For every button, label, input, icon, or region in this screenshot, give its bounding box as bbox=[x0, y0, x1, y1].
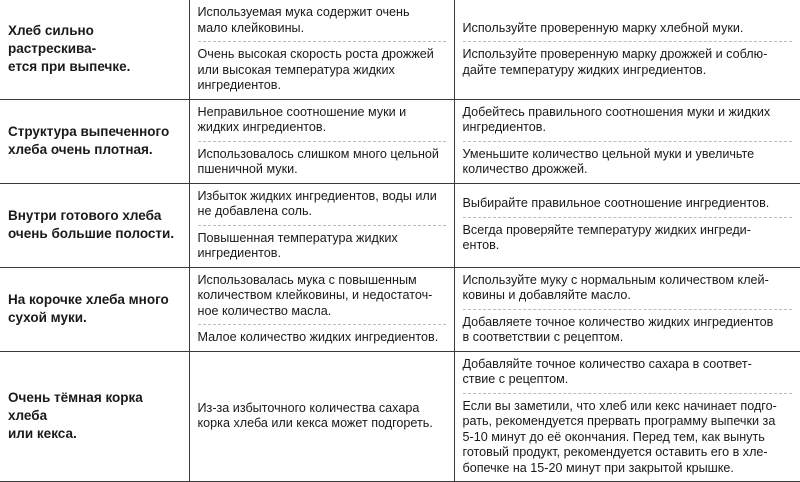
table-row bbox=[0, 0, 800, 99]
problem-text: Очень тёмная корка хлеба или кекса. bbox=[8, 390, 143, 442]
cause-text: Малое количество жидких ингредиентов. bbox=[198, 324, 446, 351]
cause-cell bbox=[189, 351, 454, 482]
solution-text: Используйте проверенную марку хлебной муки. bbox=[462, 20, 744, 35]
problem-text: Хлеб сильно растрескива- ется при выпечке. bbox=[8, 23, 131, 75]
cause-text: Используемая мука содержит очень мало клейковины. bbox=[197, 5, 410, 35]
cause-text: Повышенная температура жидких ингредиентов. bbox=[198, 225, 446, 267]
table-row bbox=[0, 183, 800, 267]
solution-text: Добавляете точное количество жидких ингредиентов в соответствии с рецептом. bbox=[463, 309, 793, 351]
cause-text: Неправильное соотношение муки и жидких ингредиентов. bbox=[197, 104, 407, 134]
solution-text: Уменьшите количество цельной муки и увеличьте количество дрожжей. bbox=[463, 141, 793, 183]
problem-cell bbox=[0, 99, 189, 183]
problem-cell bbox=[0, 0, 189, 99]
solution-text: Если вы заметили, что хлеб или кекс начинает подго- рать, рекомендуется прервать программу выпечки за 5-10 минут до её окончания. Перед тем, как вынуть готовый продукт, рекомендуется оставить его в хле- бопечке на 15-20 минут при закрытой крышке. bbox=[463, 393, 793, 482]
problem-cell bbox=[0, 351, 189, 482]
cause-cell bbox=[189, 183, 454, 267]
problem-text: Внутри готового хлеба очень большие полости. bbox=[8, 208, 175, 241]
solution-cell bbox=[454, 99, 800, 183]
cause-text: Очень высокая скорость роста дрожжей или высокая температура жидких ингредиентов. bbox=[198, 41, 446, 99]
solution-cell bbox=[454, 351, 800, 482]
solution-cell bbox=[454, 0, 800, 99]
solution-text: Используйте проверенную марку дрожжей и соблю- дайте температуру жидких ингредиентов. bbox=[463, 41, 793, 83]
table-row bbox=[0, 267, 800, 351]
cause-text: Использовалось слишком много цельной пшеничной муки. bbox=[198, 141, 446, 183]
solution-cell bbox=[454, 183, 800, 267]
solution-text: Добейтесь правильного соотношения муки и жидких ингредиентов. bbox=[462, 104, 771, 134]
problem-cell bbox=[0, 183, 189, 267]
solution-text: Выбирайте правильное соотношение ингредиентов. bbox=[462, 196, 770, 211]
solution-text: Всегда проверяйте температуру жидких ингреди- ентов. bbox=[463, 217, 793, 259]
cause-cell bbox=[189, 99, 454, 183]
table-row bbox=[0, 351, 800, 482]
solution-cell bbox=[454, 267, 800, 351]
solution-text: Добавляйте точное количество сахара в соответ- ствие с рецептом. bbox=[462, 356, 752, 386]
cause-cell bbox=[189, 267, 454, 351]
cause-cell bbox=[189, 0, 454, 99]
cause-text: Использовалась мука с повышенным количеством клейковины, и недостаточ- ное количество масла. bbox=[197, 272, 433, 318]
solution-text: Используйте муку с нормальным количеством клей- ковины и добавляйте масло. bbox=[462, 272, 769, 302]
cause-text: Избыток жидких ингредиентов, воды или не добавлена соль. bbox=[197, 188, 437, 218]
problem-text: Структура выпеченного хлеба очень плотная. bbox=[8, 124, 170, 157]
cause-text: Из-за избыточного количества сахара корка хлеба или кекса может подгореть. bbox=[197, 400, 433, 431]
table-row bbox=[0, 99, 800, 183]
problem-cell bbox=[0, 267, 189, 351]
problem-text: На корочке хлеба много сухой муки. bbox=[8, 292, 169, 325]
